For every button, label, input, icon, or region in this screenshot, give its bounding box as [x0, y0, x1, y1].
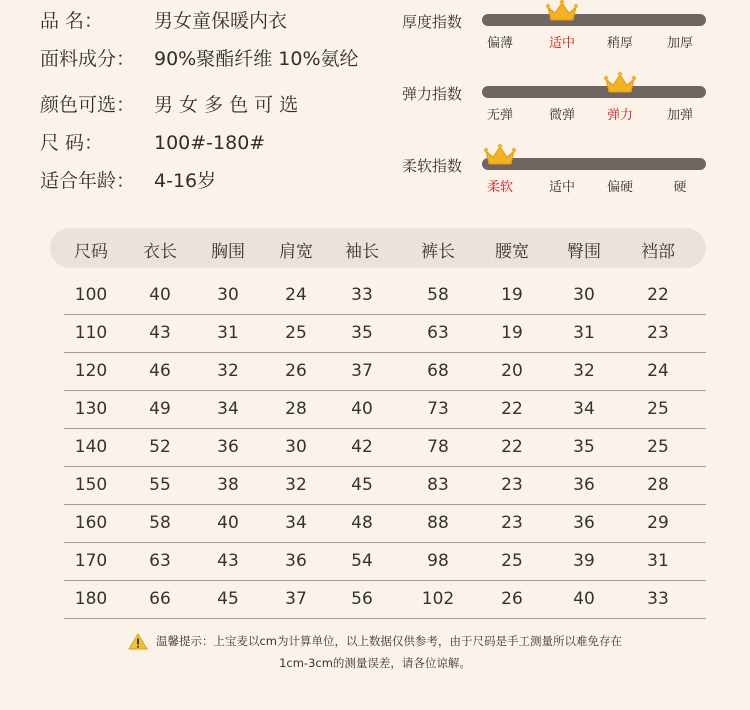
table-cell: 36 [573, 513, 595, 533]
table-cell: 33 [351, 285, 373, 305]
index-bar [482, 86, 706, 98]
notice-line-1: 温馨提示：上宝麦以cm为计算单位，以上数据仅供参考，由于尺码是手工测量所以难免存在 [155, 634, 623, 648]
table-cell: 36 [285, 551, 307, 571]
index-option: 无弹 [486, 108, 514, 123]
table-cell: 58 [427, 285, 449, 305]
column-header: 臀围 [567, 242, 601, 262]
table-cell: 34 [285, 513, 307, 533]
index-option: 适中 [548, 180, 576, 195]
table-cell: 20 [501, 361, 523, 381]
index-option: 加弹 [666, 108, 694, 123]
table-cell: 35 [351, 323, 373, 343]
table-row [64, 542, 706, 581]
column-header: 衣长 [143, 242, 177, 262]
table-cell: 36 [217, 437, 239, 457]
crown-icon [603, 70, 637, 96]
table-row [64, 314, 706, 353]
table-row [64, 390, 706, 429]
info-name-row [40, 6, 287, 33]
table-cell: 25 [285, 323, 307, 343]
table-cell: 56 [351, 589, 373, 609]
table-cell: 30 [285, 437, 307, 457]
table-cell: 37 [351, 361, 373, 381]
thickness-index [402, 4, 732, 51]
table-cell: 150 [74, 475, 108, 495]
table-cell: 180 [74, 589, 108, 609]
table-cell: 25 [647, 437, 669, 457]
softness-index [402, 148, 732, 195]
table-cell: 102 [421, 589, 455, 609]
table-row [64, 580, 706, 619]
table-cell: 40 [149, 285, 171, 305]
table-cell: 37 [285, 589, 307, 609]
table-cell: 25 [647, 399, 669, 419]
table-cell: 46 [149, 361, 171, 381]
table-cell: 73 [427, 399, 449, 419]
table-cell: 42 [351, 437, 373, 457]
table-cell: 68 [427, 361, 449, 381]
info-value: 90%聚酯纤维 10%氨纶 [154, 48, 359, 70]
table-cell: 83 [427, 475, 449, 495]
column-header: 胸围 [211, 242, 245, 262]
table-cell: 23 [501, 475, 523, 495]
table-cell: 24 [285, 285, 307, 305]
table-cell: 22 [501, 399, 523, 419]
index-option: 柔软 [486, 180, 514, 195]
info-fabric-row [40, 44, 359, 71]
index-title: 厚度指数 [402, 13, 463, 31]
info-age-row [40, 166, 216, 193]
info-label: 适合年龄： [40, 170, 136, 192]
index-option: 弹力 [606, 108, 634, 123]
table-cell: 63 [427, 323, 449, 343]
table-cell: 58 [149, 513, 171, 533]
table-cell: 32 [573, 361, 595, 381]
table-row [64, 276, 706, 315]
table-cell: 28 [285, 399, 307, 419]
table-cell: 100 [74, 285, 108, 305]
info-label: 尺 码： [40, 132, 104, 154]
table-cell: 31 [573, 323, 595, 343]
table-cell: 43 [149, 323, 171, 343]
table-cell: 33 [647, 589, 669, 609]
table-cell: 45 [351, 475, 373, 495]
info-label: 面料成分： [40, 48, 136, 70]
table-cell: 22 [501, 437, 523, 457]
table-cell: 63 [149, 551, 171, 571]
index-title: 柔软指数 [402, 157, 463, 175]
table-cell: 34 [573, 399, 595, 419]
table-cell: 30 [217, 285, 239, 305]
table-cell: 110 [74, 323, 108, 343]
index-option: 偏硬 [606, 180, 634, 195]
table-cell: 39 [573, 551, 595, 571]
table-row [64, 428, 706, 467]
table-cell: 26 [285, 361, 307, 381]
table-cell: 66 [149, 589, 171, 609]
notice-line-2: 1cm-3cm的测量误差，请各位谅解。 [279, 656, 471, 670]
table-cell: 98 [427, 551, 449, 571]
table-cell: 19 [501, 285, 523, 305]
table-cell: 48 [351, 513, 373, 533]
info-label: 颜色可选： [40, 94, 136, 116]
table-cell: 45 [217, 589, 239, 609]
table-cell: 88 [427, 513, 449, 533]
info-value: 男女童保暖内衣 [154, 10, 288, 32]
table-cell: 23 [647, 323, 669, 343]
column-header: 袖长 [345, 242, 379, 262]
notice [0, 630, 750, 674]
table-cell: 32 [217, 361, 239, 381]
table-cell: 160 [74, 513, 108, 533]
table-cell: 34 [217, 399, 239, 419]
index-bar [482, 14, 706, 26]
index-option: 稍厚 [606, 36, 634, 51]
table-cell: 170 [74, 551, 108, 571]
column-header: 裆部 [641, 242, 675, 262]
table-cell: 32 [285, 475, 307, 495]
table-cell: 55 [149, 475, 171, 495]
table-row [64, 352, 706, 391]
crown-icon [545, 0, 579, 24]
table-cell: 40 [351, 399, 373, 419]
table-cell: 28 [647, 475, 669, 495]
table-cell: 52 [149, 437, 171, 457]
table-cell: 38 [217, 475, 239, 495]
table-cell: 49 [149, 399, 171, 419]
table-cell: 30 [573, 285, 595, 305]
table-cell: 43 [217, 551, 239, 571]
table-cell: 130 [74, 399, 108, 419]
table-cell: 54 [351, 551, 373, 571]
table-row [64, 504, 706, 543]
index-option: 硬 [673, 180, 687, 195]
table-cell: 24 [647, 361, 669, 381]
elasticity-index [402, 76, 732, 123]
table-cell: 120 [74, 361, 108, 381]
column-header: 肩宽 [279, 242, 313, 262]
index-option: 偏薄 [486, 36, 514, 51]
index-option: 加厚 [666, 36, 694, 51]
column-header: 尺码 [74, 242, 108, 262]
table-cell: 31 [647, 551, 669, 571]
table-row [64, 466, 706, 505]
table-cell: 35 [573, 437, 595, 457]
crown-icon [483, 142, 517, 168]
table-cell: 22 [647, 285, 669, 305]
index-title: 弹力指数 [402, 85, 463, 103]
table-cell: 26 [501, 589, 523, 609]
table-cell: 140 [74, 437, 108, 457]
index-option: 微弹 [548, 108, 576, 123]
info-value: 男 女 多 色 可 选 [154, 94, 299, 116]
table-cell: 29 [647, 513, 669, 533]
table-cell: 40 [217, 513, 239, 533]
info-value: 100#-180# [154, 132, 266, 154]
info-color-row [40, 90, 298, 117]
table-cell: 31 [217, 323, 239, 343]
column-header: 腰宽 [495, 242, 529, 262]
table-cell: 40 [573, 589, 595, 609]
info-label: 品 名： [40, 10, 104, 32]
table-cell: 36 [573, 475, 595, 495]
column-header: 裤长 [421, 242, 455, 262]
warning-icon [128, 633, 148, 650]
info-size-row [40, 128, 265, 155]
table-cell: 25 [501, 551, 523, 571]
quality-indices [402, 0, 722, 200]
table-cell: 78 [427, 437, 449, 457]
info-value: 4-16岁 [154, 170, 217, 192]
table-header [50, 228, 706, 268]
table-cell: 19 [501, 323, 523, 343]
table-cell: 23 [501, 513, 523, 533]
index-option: 适中 [548, 36, 576, 51]
